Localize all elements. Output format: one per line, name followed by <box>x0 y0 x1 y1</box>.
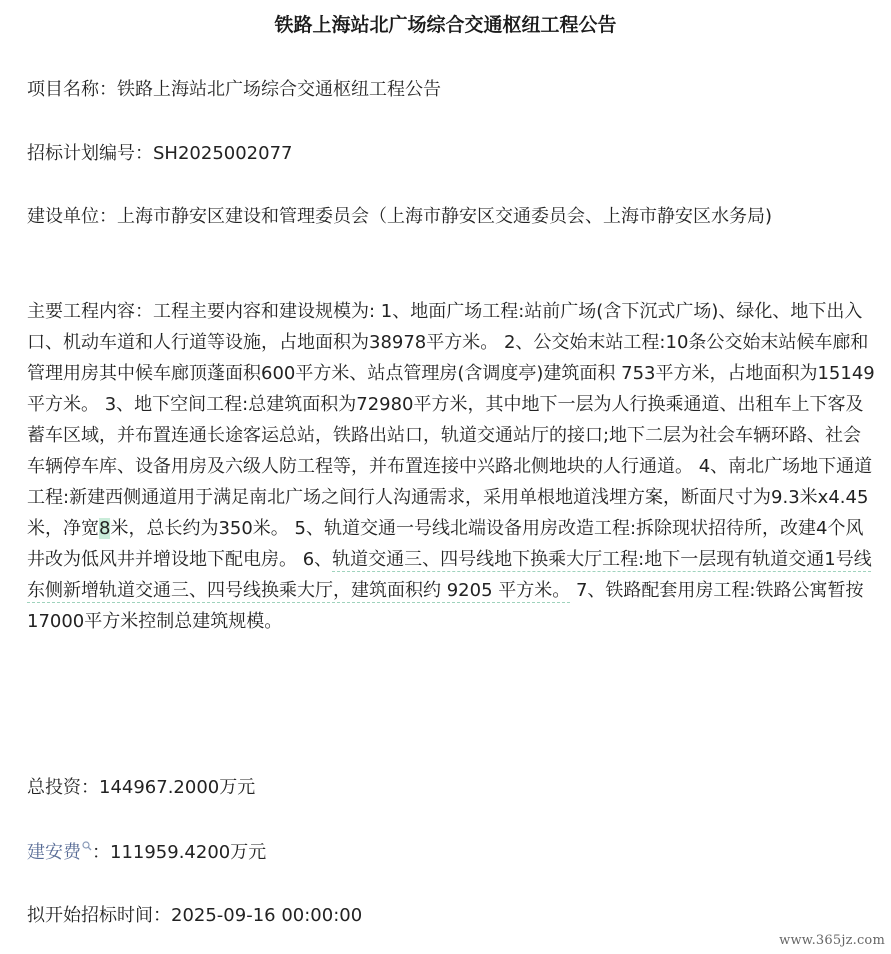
total-investment-label: 总投资： <box>27 777 99 798</box>
construction-fee-value: 111959.4200万元 <box>110 842 267 863</box>
project-name-row <box>27 74 879 105</box>
underlined-text: 轨道交通三、四号线地下换乘大厅工程:地下一层现有轨道交通1号线东侧新增轨道交通三、四号线换乘大厅，建筑面积约 9205 平方米。 <box>27 549 872 601</box>
main-content-text-2: 米，总长约为350米。 5、轨道交通一号线北端设备用房改造工程:拆除现状招待所，改建4个风井改为低风井并增设地下配电房。 6、 <box>27 518 864 570</box>
highlighted-text: 8 <box>99 518 111 539</box>
construction-fee-link[interactable]: 建安费 <box>27 842 81 863</box>
construction-unit-label: 建设单位： <box>27 206 117 227</box>
construction-fee-row <box>27 837 879 868</box>
plan-number-row <box>27 138 879 169</box>
search-icon[interactable] <box>82 841 92 853</box>
tender-start-time-row <box>27 900 879 931</box>
plan-number-label: 招标计划编号： <box>27 143 153 164</box>
page-title: 铁路上海站北广场综合交通枢纽工程公告 <box>274 14 617 36</box>
construction-fee-separator: ： <box>92 842 110 863</box>
main-content-row <box>27 296 879 637</box>
watermark: www.365jz.com <box>779 933 885 948</box>
plan-number-value: SH2025002077 <box>153 143 293 164</box>
total-investment-row <box>27 772 879 803</box>
total-investment-value: 144967.2000万元 <box>99 777 256 798</box>
project-name-label: 项目名称： <box>27 79 117 100</box>
tender-start-time-label: 拟开始招标时间： <box>27 905 171 926</box>
main-content-label: 主要工程内容： <box>27 301 153 322</box>
project-name-value: 铁路上海站北广场综合交通枢纽工程公告 <box>117 79 441 100</box>
main-content-text-3: 7、铁路配套用房工程:铁路公寓暂按17000平方米控制总建筑规模。 <box>27 580 864 632</box>
main-content-text-1: 工程主要内容和建设规模为: 1、地面广场工程:站前广场(含下沉式广场)、绿化、地下出入口、机动车道和人行道等设施，占地面积为38978平方米。 2、公交始末站工程:10条公交始末站候车廊和管理用房其中候车廊顶蓬面积600平方米、站点管理房(含调度亭)建筑面积 753平方米，占地面积为15149 平方米。 3、地下空间工程:总建筑面积为72980平方米，其中地下一层为人行换乘通道、出租车上下客及蓄车区域，并布置连通长途客运总站，铁路出站口，轨道交通站厅的接口;地下二层为社会车辆环路、社会车辆停车库、设备用房及六级人防工程等，并布置连接中兴路北侧地块的人行通道。 4、南北广场地下通道工程:新建西侧通道用于满足南北广场之间行人沟通需求，采用单根地道浅埋方案，断面尺寸为9.3米x4.45 米，净宽 <box>27 301 875 539</box>
construction-unit-row <box>27 201 879 232</box>
tender-start-time-value: 2025-09-16 00:00:00 <box>171 905 363 926</box>
construction-unit-value: 上海市静安区建设和管理委员会（上海市静安区交通委员会、上海市静安区水务局) <box>117 206 773 227</box>
